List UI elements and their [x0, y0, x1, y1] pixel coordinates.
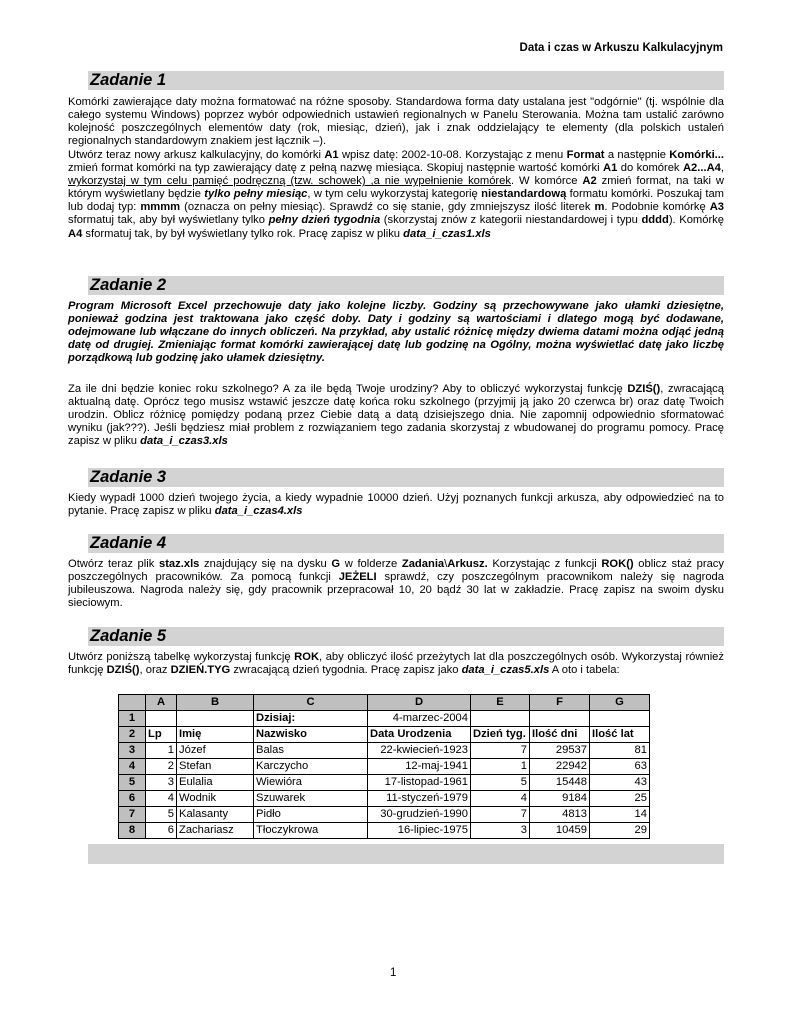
col-header-a: A	[146, 695, 177, 711]
table-cell: 14	[590, 807, 650, 823]
header-cell-ilosc-lat: Ilość lat	[590, 727, 650, 743]
table-cell: 3	[146, 775, 177, 791]
task1-intro: Komórki zawierające daty można formatować na różne sposoby. Standardowa forma daty ustalana jest "odgórnie" (tj. wspólnie dla całego systemu Windows) poprzez wybór odpowiednich ustawień regionalnych w Panelu Sterowania. Można tam ustalić zarówno kolejność poszczególnych elementów daty (rok, miesiąc, dzień), jak i znak oddzielający te elementy (dla polskich ustaleń regionalnych standardowym znakiem jest łącznik –).	[68, 96, 724, 148]
table-cell: Wodnik	[177, 791, 254, 807]
header-cell-nazwisko: Nazwisko	[254, 727, 368, 743]
row-header: 1	[119, 711, 146, 727]
table-cell: 17-listopad-1961	[368, 775, 471, 791]
task4-instructions: Otwórz teraz plik staz.xls znajdujący się na dysku G w folderze Zadania\Arkusz. Korzystając z funkcji ROK() oblicz staż pracy poszczególnych pracowników. Za pomocą funkcji JEŻELI sprawdź, czy poszczególnym pracownikom należy się nagroda jubileuszowa. Nagroda należy się, gdy pracownik przepracował 10, 20 bądź 30 lat w zakładzie. Pracę zapisz na swoim dysku sieciowym.	[68, 558, 724, 610]
table-cell: Szuwarek	[254, 791, 368, 807]
table-row	[119, 807, 650, 823]
column-header-row	[119, 695, 650, 711]
table-cell: 2	[146, 759, 177, 775]
table-cell	[471, 711, 530, 727]
table-cell: Pidło	[254, 807, 368, 823]
table-cell: 43	[590, 775, 650, 791]
row-header: 5	[119, 775, 146, 791]
row-header: 3	[119, 743, 146, 759]
table-cell: 22-kwiecień-1923	[368, 743, 471, 759]
task2-instructions: Za ile dni będzie koniec roku szkolnego? A za ile będą Twoje urodziny? Aby to obliczyć wykorzystaj funkcję DZIŚ(), zwracającą aktualną datę. Oprócz tego musisz wstawić jeszcze datę końca roku szkolnego (przyjmij ją jako 20 czerwca br) oraz datę Twoich urodzin. Oblicz różnicę pomiędzy podaną przez Ciebie datą a datą dzisiejszego dnia. Nie zapomnij odpowiednio sformatować wyniku (jak???). Jeśli będziesz miał problem z rozwiązaniem tego zadania skorzystaj z wbudowanej do programu pomocy. Pracę zapisz w pliku data_i_czas3.xls	[68, 383, 724, 448]
table-cell: 15448	[530, 775, 590, 791]
footer-bar	[88, 844, 724, 864]
header-cell-dzien-tyg: Dzień tyg.	[471, 727, 530, 743]
table-cell: 4	[146, 791, 177, 807]
table-cell	[590, 711, 650, 727]
col-header-g: G	[590, 695, 650, 711]
table-cell	[177, 711, 254, 727]
table-cell: 9184	[530, 791, 590, 807]
table-row	[119, 791, 650, 807]
col-header-b: B	[177, 695, 254, 711]
table-cell: 5	[471, 775, 530, 791]
header-cell-imie: Imię	[177, 727, 254, 743]
page-number: 1	[390, 967, 397, 979]
table-cell: Tłoczykrowa	[254, 823, 368, 839]
table-row	[119, 711, 650, 727]
task2-title: Zadanie 2	[90, 276, 167, 294]
table-cell: 30-grudzień-1990	[368, 807, 471, 823]
header-cell-lp: Lp	[146, 727, 177, 743]
col-header-f: F	[530, 695, 590, 711]
task3-instructions: Kiedy wypadł 1000 dzień twojego życia, a kiedy wypadnie 10000 dzień. Użyj poznanych funkcji arkusza, aby odpowiedzieć na to pytanie. Pracę zapisz w pliku data_i_czas4.xls	[68, 492, 724, 518]
table-cell	[530, 711, 590, 727]
table-cell: 3	[471, 823, 530, 839]
task5-title: Zadanie 5	[90, 627, 167, 645]
table-cell: 5	[146, 807, 177, 823]
col-header-c: C	[254, 695, 368, 711]
table-cell: 29537	[530, 743, 590, 759]
row-header: 4	[119, 759, 146, 775]
section-bar-task5	[88, 627, 724, 646]
corner-cell	[119, 695, 146, 711]
table-cell: Józef	[177, 743, 254, 759]
task4-title: Zadanie 4	[90, 534, 167, 552]
table-cell: Eulalia	[177, 775, 254, 791]
task1-title: Zadanie 1	[90, 71, 167, 89]
section-bar-task1	[88, 71, 724, 90]
task1-instructions: Utwórz teraz nowy arkusz kalkulacyjny, do komórki A1 wpisz datę: 2002-10-08. Korzystając z menu Format a następnie Komórki... zmień format komórki na typ zawierający datę z pełną nazwę miesiąca. Skopiuj następnie wartość komórki A1 do komórek A2...A4, wykorzystaj w tym celu pamięć podręczną (tzw. schowek) ,a nie wypełnienie komórek. W komórce A2 zmień format, na taki w którym wyświetlany będzie tylko pełny miesiąc, w tym celu wykorzystaj kategorię niestandardową formatu komórki. Poszukaj tam lub dodaj typ: mmmm (oznacza on pełny miesiąc). Sprawdź co się stanie, gdy zmniejszysz ilość literek m. Podobnie komórkę A3 sformatuj tak, aby był wyświetlany tylko pełny dzień tygodnia (skorzystaj znów z kategorii niestandardowej i typu dddd). Komórkę A4 sformatuj tak, by był wyświetlany tylko rok. Pracę zapisz w pliku data_i_czas1.xls	[68, 149, 725, 240]
table-cell: 1	[471, 759, 530, 775]
table-cell: Kalasanty	[177, 807, 254, 823]
section-bar-task3	[88, 468, 724, 487]
table-cell: Wiewióra	[254, 775, 368, 791]
task2-intro: Program Microsoft Excel przechowuje daty jako kolejne liczby. Godziny są przechowywane jako ułamki dziesiętne, ponieważ godzina jest traktowana jako część doby. Daty i godziny są wartościami i dlatego mogą być dodawane, odejmowane lub włączane do innych obliczeń. Na przykład, aby ustalić różnicę między dwiema datami można odjąć jedną datę od drugiej. Zmieniając format komórki zawierającej datę lub godzinę na Ogólny, można wyświetlać datę jako liczbę porządkową lub godzinę jako ułamek dziesiętny.	[68, 300, 724, 365]
header-cell-ilosc-dni: Ilość dni	[530, 727, 590, 743]
table-cell: Balas	[254, 743, 368, 759]
row-header: 2	[119, 727, 146, 743]
table-cell: 16-lipiec-1975	[368, 823, 471, 839]
table-cell: Karczycho	[254, 759, 368, 775]
table-cell: 1	[146, 743, 177, 759]
table-cell: 11-styczeń-1979	[368, 791, 471, 807]
row-header: 6	[119, 791, 146, 807]
table-cell: 10459	[530, 823, 590, 839]
col-header-e: E	[471, 695, 530, 711]
table-cell: 81	[590, 743, 650, 759]
col-header-d: D	[368, 695, 471, 711]
table-cell: 4813	[530, 807, 590, 823]
task3-title: Zadanie 3	[90, 468, 167, 486]
row-header: 8	[119, 823, 146, 839]
table-header-row	[119, 727, 650, 743]
table-cell	[146, 711, 177, 727]
row-header: 7	[119, 807, 146, 823]
table-cell: 29	[590, 823, 650, 839]
table-cell: 7	[471, 743, 530, 759]
table-cell: 12-maj-1941	[368, 759, 471, 775]
table-cell: 6	[146, 823, 177, 839]
table-row	[119, 743, 650, 759]
header-cell-data-urodzenia: Data Urodzenia	[368, 727, 471, 743]
table-row	[119, 759, 650, 775]
table-cell: 4	[471, 791, 530, 807]
task5-instructions: Utwórz poniższą tabelkę wykorzystaj funkcję ROK, aby obliczyć ilość przeżytych lat dla poszczególnych osób. Wykorzystaj również funkcję DZIŚ(), oraz DZIEŃ.TYG zwracającą dzień tygodnia. Pracę zapisz jako data_i_czas5.xls A oto i tabela:	[68, 651, 724, 677]
document-header: Data i czas w Arkuszu Kalkulacyjnym	[519, 42, 723, 54]
today-date-cell: 4-marzec-2004	[368, 711, 471, 727]
table-row	[119, 823, 650, 839]
section-bar-task4	[88, 534, 724, 553]
table-row	[119, 775, 650, 791]
table-cell: 25	[590, 791, 650, 807]
table-cell: Stefan	[177, 759, 254, 775]
table-cell: Zachariasz	[177, 823, 254, 839]
section-bar-task2	[88, 276, 724, 295]
spreadsheet-table	[118, 694, 650, 839]
today-label-cell: Dzisiaj:	[254, 711, 368, 727]
table-cell: 7	[471, 807, 530, 823]
table-cell: 63	[590, 759, 650, 775]
table-cell: 22942	[530, 759, 590, 775]
